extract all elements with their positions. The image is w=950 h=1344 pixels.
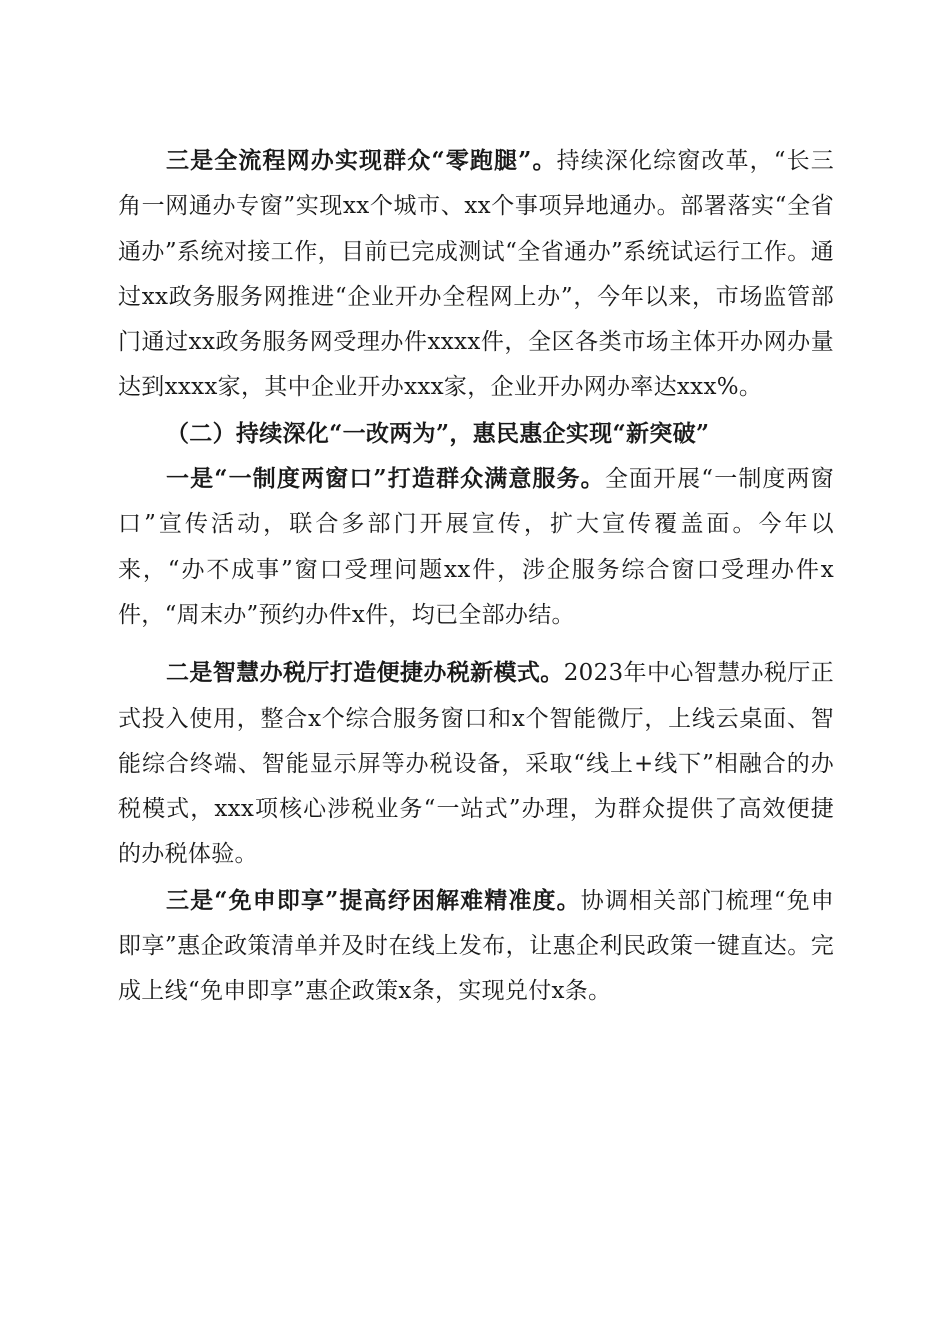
paragraph-spacer xyxy=(118,638,834,650)
paragraph-lead: 一是“一制度两窗口”打造群众满意服务。 xyxy=(166,465,605,493)
paragraph-policy-direct xyxy=(118,878,834,1015)
paragraph-lead: 三是“免申即享”提高纾困解难精准度。 xyxy=(166,886,581,914)
paragraph-text: 协调相关部门梳理“免申即享”惠企政策清单并及时在线上发布，让惠企利民政策一键直达。完成上线“免申即享”惠企政策x条，实现兑付x条。 xyxy=(118,887,835,1005)
paragraph-online-service xyxy=(118,138,834,411)
paragraph-lead: 三是全流程网办实现群众“零跑腿”。 xyxy=(166,147,557,174)
paragraph-smart-tax-hall xyxy=(118,650,834,877)
paragraph-window-service xyxy=(118,456,834,638)
paragraph-text: 2023年中心智慧办税厅正式投入使用，整合x个综合服务窗口和x个智能微厅，上线云桌面、智能综合终端、智能显示屏等办税设备，采取“线上+线下”相融合的办税模式，xxx项核心涉税业务“一站式”办理，为群众提供了高效便捷的办税体验。 xyxy=(118,660,835,868)
document-body xyxy=(118,138,834,1015)
section-heading: （二）持续深化“一改两为”，惠民惠企实现“新突破” xyxy=(166,419,710,447)
paragraph-text: 全面开展“一制度两窗口”宣传活动，联合多部门开展宣传，扩大宣传覆盖面。今年以来，“办不成事”窗口受理问题xx件，涉企服务综合窗口受理办件x件，“周末办”预约办件x件，均已全部办结。 xyxy=(118,466,834,628)
paragraph-lead: 二是智慧办税厅打造便捷办税新模式。 xyxy=(166,659,564,687)
paragraph-text: 持续深化综窗改革，“长三角一网通办专窗”实现xx个城市、xx个事项异地通办。部署落实“全省通办”系统对接工作，目前已完成测试“全省通办”系统试运行工作。通过xx政务服务网推进“企业开办全程网上办”，今年以来，市场监管部门通过xx政务服务网受理办件xxxx件，全区各类市场主体开办网办量达到xxxx家，其中企业开办xxx家，企业开办网办率达xxx%。 xyxy=(118,148,835,401)
